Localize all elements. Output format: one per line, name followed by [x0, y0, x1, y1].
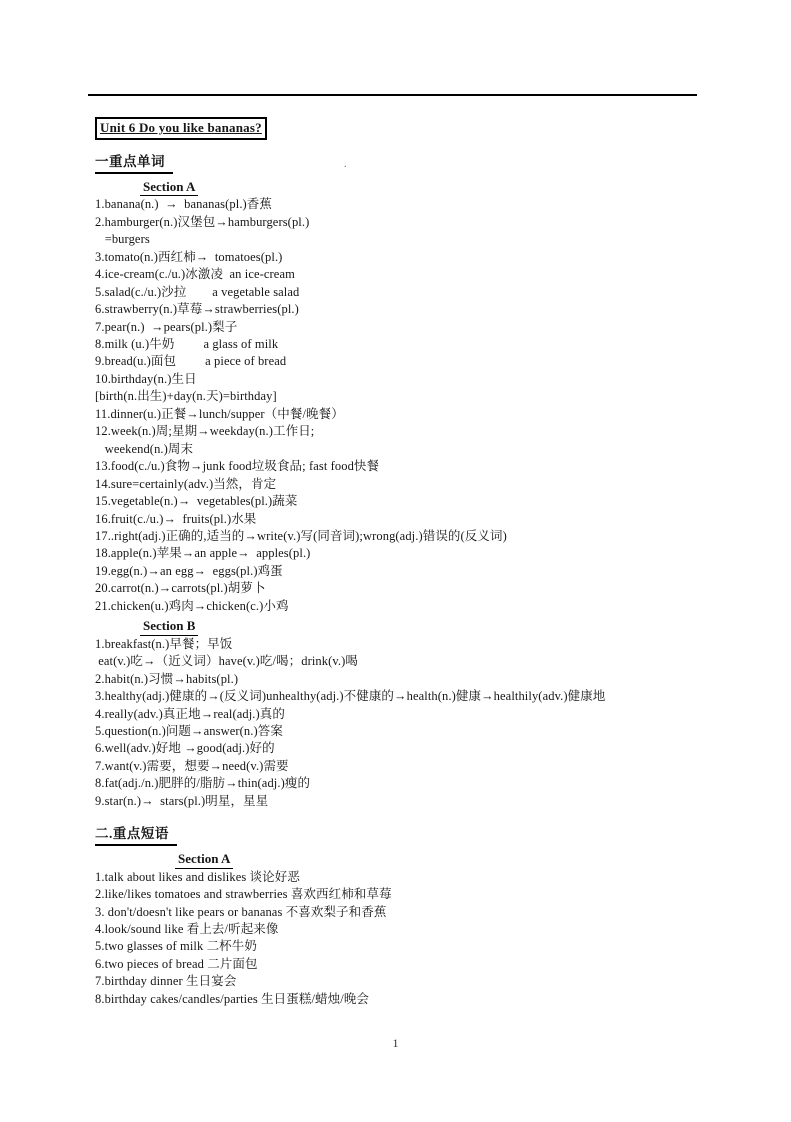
header-rule	[88, 94, 697, 96]
word-line: 18.apple(n.)苹果→an apple→ apples(pl.)	[95, 546, 311, 561]
word-line: 5.question(n.)问题→answer(n.)答案	[95, 723, 283, 738]
word-line: 1.breakfast(n.)早餐；早饭	[95, 636, 233, 651]
word-line: 6.strawberry(n.)草莓→strawberries(pl.)	[95, 302, 299, 317]
subsection-words-b-heading-row	[95, 617, 701, 635]
word-line: 8.birthday cakes/candles/parties 生日蛋糕/蜡烛/晚会	[95, 991, 370, 1006]
word-line: 10.birthday(n.)生日	[95, 371, 197, 386]
word-line: 7.birthday dinner 生日宴会	[95, 974, 237, 989]
word-line: 1.banana(n.) → bananas(pl.)香蕉	[95, 197, 273, 212]
word-line: 13.food(c./u.)食物→junk food垃圾食品; fast food快餐	[95, 459, 380, 474]
word-line: [birth(n.出生)+day(n.天)=birthday]	[95, 389, 277, 404]
section-key-phrases	[95, 825, 701, 1008]
word-line: 9.bread(u.)面包 a piece of bread	[95, 354, 287, 369]
word-line: 2.like/likes tomatoes and strawberries 喜欢西红柿和草莓	[95, 887, 392, 902]
word-line: 20.carrot(n.)→carrots(pl.)胡萝卜	[95, 581, 266, 596]
subsection-phrases-a-heading-row	[95, 850, 701, 868]
word-line: 17..right(adj.)正确的,适当的→write(v.)写(同音词);wrong(adj.)错误的(反义词)	[95, 529, 507, 544]
word-line: 2.hamburger(n.)汉堡包→hamburgers(pl.)	[95, 214, 310, 229]
word-line: 9.star(n.)→ stars(pl.)明星，星星	[95, 793, 269, 808]
phrase-list-section-a	[95, 869, 701, 1009]
word-line: =burgers	[95, 232, 150, 247]
word-line: 19.egg(n.)→an egg→ eggs(pl.)鸡蛋	[95, 563, 283, 578]
word-list-section-a	[95, 196, 701, 615]
word-line: 5.salad(c./u.)沙拉 a vegetable salad	[95, 284, 300, 299]
subsection-words-a-heading-row	[95, 178, 701, 196]
word-line: 12.week(n.)周;星期→weekday(n.)工作日;	[95, 424, 315, 439]
section-key-words	[95, 153, 701, 810]
word-line: 7.pear(n.) →pears(pl.)梨子	[95, 319, 238, 334]
word-line: 3.healthy(adj.)健康的→(反义词)unhealthy(adj.)不健康的→health(n.)健康→healthily(adv.)健康地	[95, 689, 606, 704]
word-list-section-b	[95, 636, 701, 811]
word-line: 3. don't/doesn't like pears or bananas 不喜欢梨子和香蕉	[95, 904, 387, 919]
stray-dot: .	[344, 159, 347, 170]
word-line: 2.habit(n.)习惯→habits(pl.)	[95, 671, 239, 686]
word-line: 5.two glasses of milk 二杯牛奶	[95, 939, 257, 954]
word-line: 8.fat(adj./n.)肥胖的/脂肪→thin(adj.)瘦的	[95, 776, 311, 791]
word-line: 1.talk about likes and dislikes 谈论好恶	[95, 869, 300, 884]
word-line: eat(v.)吃→（近义词）have(v.)吃/喝；drink(v.)喝	[95, 654, 359, 669]
word-line: 6.well(adv.)好地 →good(adj.)好的	[95, 741, 275, 756]
word-line: 21.chicken(u.)鸡肉→chicken(c.)小鸡	[95, 598, 289, 613]
section-key-words-heading-row	[95, 153, 701, 174]
word-line: 7.want(v.)需要，想要→need(v.)需要	[95, 758, 289, 773]
word-line: 8.milk (u.)牛奶 a glass of milk	[95, 337, 279, 352]
subsection-words-a	[95, 178, 701, 615]
unit-title-text: Unit 6 Do you like bananas?	[100, 120, 262, 135]
word-line: 15.vegetable(n.)→ vegetables(pl.)蔬菜	[95, 494, 298, 509]
subsection-heading: Section B	[140, 617, 198, 635]
subsection-heading: Section A	[175, 850, 233, 868]
section-heading: 二.重点短语	[95, 825, 177, 846]
word-line: 11.dinner(u.)正餐→lunch/supper（中餐/晚餐）	[95, 406, 344, 421]
page-number: 1	[392, 1036, 399, 1050]
subsection-words-b	[95, 617, 701, 810]
word-line: 16.fruit(c./u.)→ fruits(pl.)水果	[95, 511, 257, 526]
word-line: 6.two pieces of bread 二片面包	[95, 956, 258, 971]
section-heading: 一重点单词	[95, 153, 173, 174]
word-line: 3.tomato(n.)西红柿→ tomatoes(pl.)	[95, 249, 283, 264]
word-line: 14.sure=certainly(adv.)当然，肯定	[95, 476, 277, 491]
word-line: 4.ice-cream(c./u.)冰激凌 an ice-cream	[95, 267, 295, 282]
word-line: 4.really(adv.)真正地→real(adj.)真的	[95, 706, 285, 721]
subsection-heading: Section A	[140, 178, 198, 196]
word-line: 4.look/sound like 看上去/听起来像	[95, 921, 279, 936]
section-key-phrases-heading-row	[95, 825, 701, 846]
document-content	[95, 117, 701, 1008]
word-line: weekend(n.)周末	[95, 441, 194, 456]
subsection-phrases-a	[95, 850, 701, 1008]
unit-title-box	[95, 117, 267, 140]
